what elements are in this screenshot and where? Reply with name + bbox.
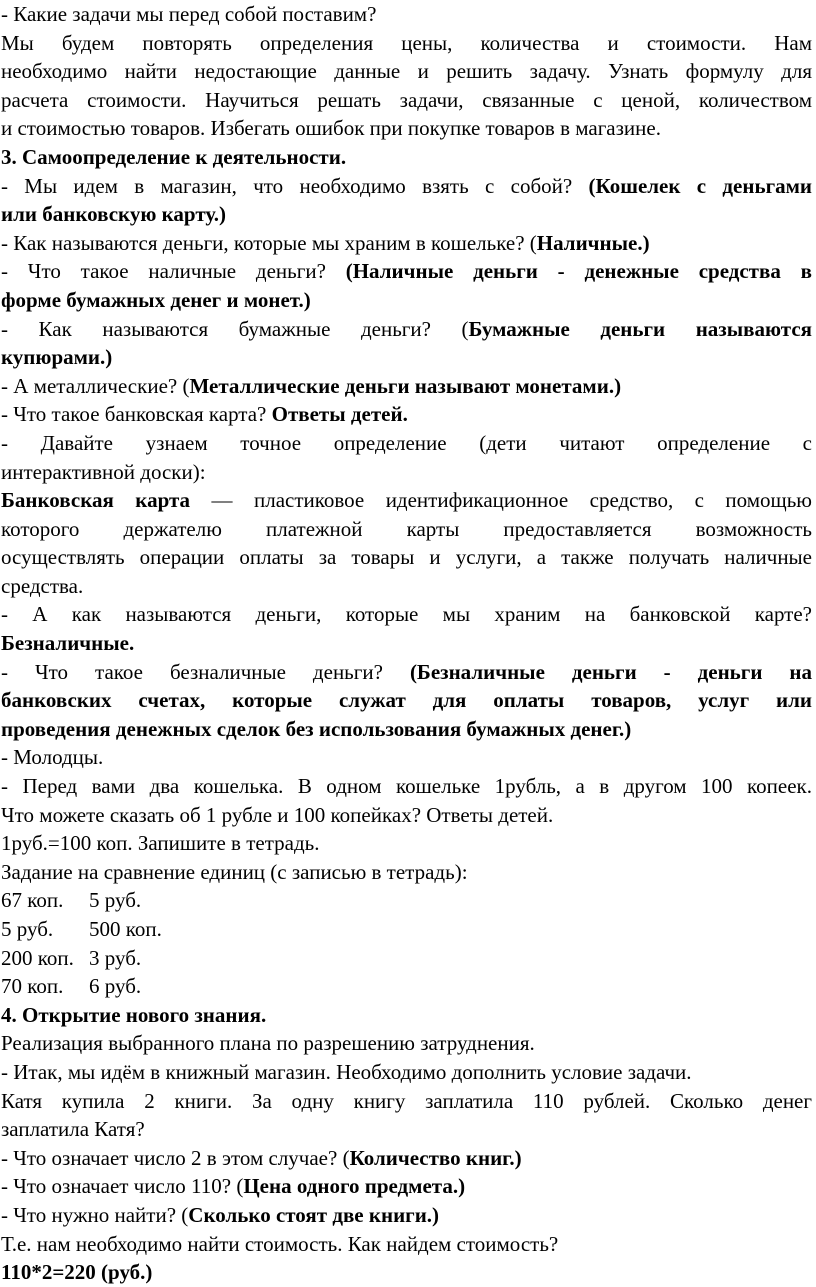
comparison-right: 5 руб. [89, 888, 142, 913]
text-line: интерактивной доски): [1, 459, 206, 484]
text-line [1, 400, 812, 429]
answer-line: или банковскую карту.) [1, 202, 227, 227]
section-heading: 3. Самоопределение к деятельности. [1, 144, 347, 169]
comparison-left: 5 руб. [1, 917, 54, 941]
answer: Сколько стоят две книги.) [188, 1202, 440, 1227]
answer: (Наличные деньги - денежные средства в [345, 259, 812, 284]
text-line: - Какие задачи мы перед собой поставим? [1, 2, 377, 26]
question: - Что нужно найти? ( [1, 1202, 189, 1227]
comparison-left: 67 коп. [1, 888, 64, 913]
answer-line: Безналичные. [1, 631, 135, 656]
comparison-right: 6 руб. [89, 974, 142, 999]
text-line [1, 172, 812, 201]
text-line: Что можете сказать об 1 рубле и 100 копейках? Ответы детей. [1, 802, 554, 827]
text-line: необходимо найти недостающие данные и решить задачу. Узнать формулу для [1, 59, 812, 84]
answer: Ответы детей. [271, 402, 408, 427]
text-line: - Перед вами два кошелька. В одном кошельке 1рубль, а в другом 100 копеек. [1, 774, 812, 799]
text-line: - Итак, мы идём в книжный магазин. Необходимо дополнить условие задачи. [1, 1059, 692, 1084]
answer-line: форме бумажных денег и монет.) [1, 287, 311, 312]
comparison-right: 500 коп. [89, 917, 162, 941]
answer: (Безналичные деньги - деньги на [409, 659, 813, 684]
text-line: Т.е. нам необходимо найти стоимость. Как найдем стоимость? [1, 1231, 559, 1256]
text-line: и стоимостью товаров. Избегать ошибок при покупке товаров в магазине. [1, 116, 661, 141]
text-line [1, 1144, 812, 1173]
question: - Что означает число 2 в этом случае? ( [1, 1145, 350, 1170]
text-line: Катя купила 2 книги. За одну книгу заплатила 110 рублей. Сколько денег [1, 1088, 812, 1113]
text-line [1, 1172, 812, 1201]
answer: Цена одного предмета.) [243, 1174, 466, 1199]
answer: Металлические деньги называют монетами.) [189, 373, 622, 398]
question: - Как называются деньги, которые мы храним в кошельке? ( [1, 230, 537, 255]
text-line: которого держателю платежной карты предоставляется возможность [1, 516, 812, 541]
answer: Количество книг.) [349, 1145, 522, 1170]
comparison-left: 200 коп. [1, 945, 74, 970]
text-line: Задание на сравнение единиц (с записью в тетрадь): [1, 859, 468, 884]
text-line [1, 315, 812, 344]
text-line: расчета стоимости. Научиться решать задачи, связанные с ценой, количеством [1, 87, 812, 112]
comparison-left: 70 коп. [1, 974, 64, 999]
answer-line: купюрами.) [1, 345, 113, 370]
question: - Мы идем в магазин, что необходимо взять с собой? [1, 173, 573, 198]
section-heading: 4. Открытие нового знания. [1, 1002, 267, 1027]
comparison-row [1, 972, 812, 1001]
formula-line: 110*2=220 (руб.) [1, 1260, 153, 1285]
text-line [1, 257, 812, 286]
text-line [1, 372, 812, 401]
answer-line: проведения денежных сделок без использования бумажных денег.) [1, 716, 632, 741]
text-line: осуществлять операции оплаты за товары и услуги, а также получать наличные [1, 545, 812, 570]
text-line: 1руб.=100 коп. Запишите в тетрадь. [1, 831, 320, 856]
text-line: - Молодцы. [1, 745, 104, 770]
text-line [1, 1201, 812, 1230]
text-line [1, 229, 812, 258]
question: - А металлические? ( [1, 373, 190, 398]
definition-line [1, 486, 812, 515]
answer: Бумажные деньги называются [468, 316, 812, 341]
question: - Что такое банковская карта? [1, 402, 267, 427]
text-line: заплатила Катя? [1, 1117, 145, 1142]
text-line: Мы будем повторять определения цены, количества и стоимости. Нам [1, 30, 812, 55]
comparison-row [1, 915, 812, 944]
question: - Что означает число 110? ( [1, 1174, 244, 1199]
definition: — пластиковое идентификационное средство, с помощью [190, 488, 812, 513]
text-line [1, 658, 812, 687]
text-line: - Давайте узнаем точное определение (дети читают определение с [1, 430, 812, 455]
comparison-row [1, 886, 812, 915]
comparison-row [1, 944, 812, 973]
answer-line: банковских счетах, которые служат для оплаты товаров, услуг или [1, 688, 812, 713]
question: - Что такое безналичные деньги? [1, 659, 383, 684]
term: Банковская карта [1, 488, 191, 513]
text-line: средства. [1, 573, 84, 598]
text-line: - А как называются деньги, которые мы храним на банковской карте? [1, 602, 812, 627]
text-line: Реализация выбранного плана по разрешению затруднения. [1, 1031, 535, 1056]
answer: (Кошелек с деньгами [588, 173, 813, 198]
question: - Как называются бумажные деньги? ( [1, 316, 469, 341]
question: - Что такое наличные деньги? [1, 259, 326, 284]
comparison-right: 3 руб. [89, 945, 142, 970]
answer: Наличные.) [536, 230, 650, 255]
